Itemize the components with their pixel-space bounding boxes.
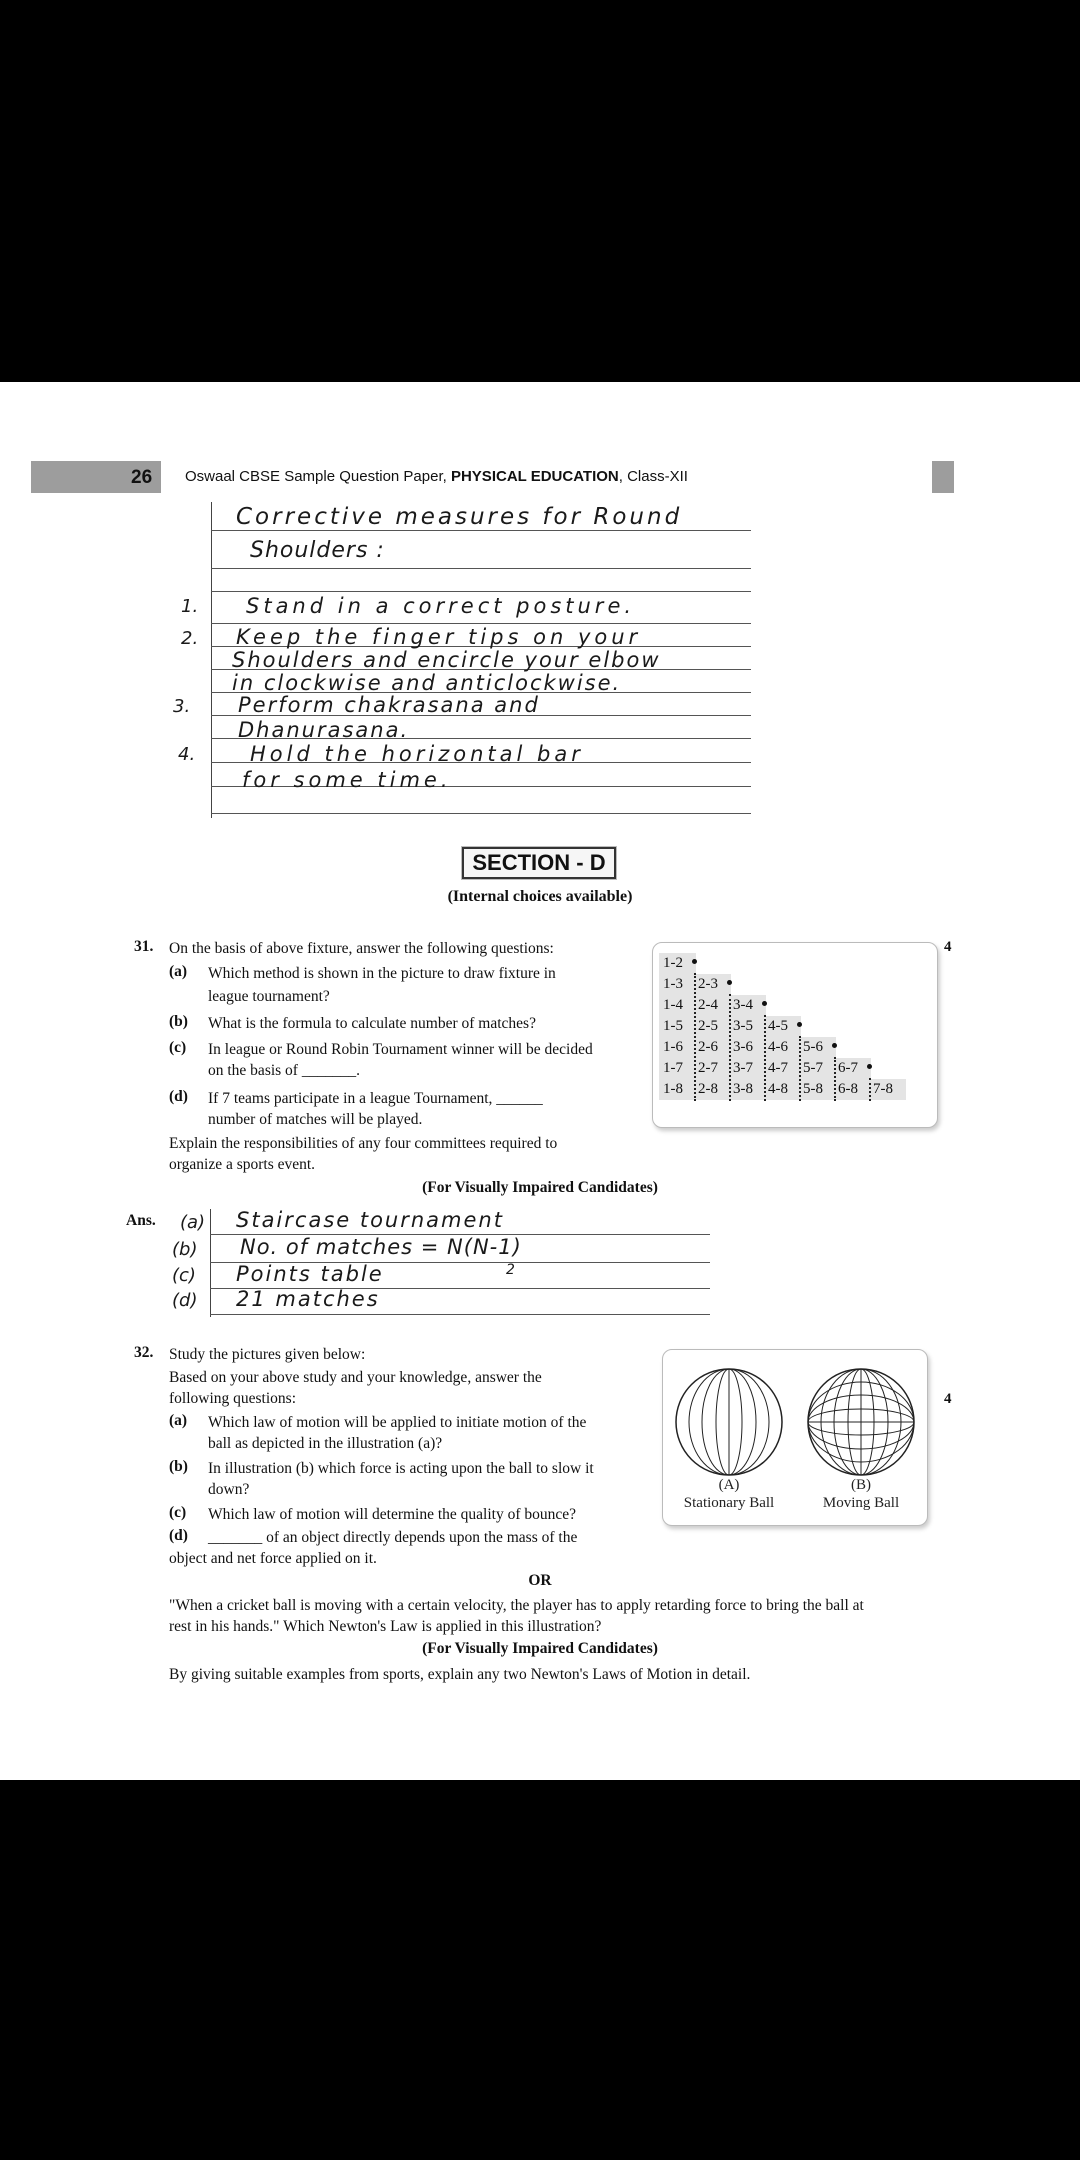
balls-illustration xyxy=(663,1350,927,1525)
fixture-match-cell: 1-8 xyxy=(663,1081,683,1097)
q32-part-label: (a) xyxy=(169,1412,188,1429)
fixture-match-cell: 3-4 xyxy=(733,997,753,1013)
page-number: 26 xyxy=(131,467,153,488)
header-title-subject: PHYSICAL EDUCATION xyxy=(450,468,619,485)
hw-item-line: Perform chakrasana and xyxy=(238,693,540,717)
q32-part-label: (c) xyxy=(169,1504,187,1521)
fixture-match-cell: 4-6 xyxy=(768,1039,788,1055)
q32-or: OR xyxy=(528,1572,552,1589)
q32-part-text: _______ of an object directly depends upon the mass of the xyxy=(208,1529,578,1546)
q31-part-text: number of matches will be played. xyxy=(208,1111,423,1128)
ball-b-caption: Moving Ball xyxy=(822,1495,900,1511)
fixture-column-separator xyxy=(764,1015,766,1101)
fixture-match-cell: 6-7 xyxy=(838,1060,858,1076)
q31-vi-text: organize a sports event. xyxy=(169,1156,316,1173)
fixture-match-cell: 2-5 xyxy=(698,1018,718,1034)
fixture-match-cell: 1-5 xyxy=(663,1018,683,1034)
ball-b-label: (B) xyxy=(851,1477,871,1493)
answer-item-number: (a) xyxy=(180,1212,206,1233)
hw-item-line: for some time. xyxy=(242,768,452,792)
fixture-column-separator xyxy=(834,1057,836,1101)
stationary-ball xyxy=(676,1369,782,1475)
fixture-step-dot xyxy=(727,980,732,985)
q32-intro-text: following questions: xyxy=(169,1390,297,1407)
fixture-match-cell: 1-7 xyxy=(663,1060,683,1076)
hw-item-number: 2. xyxy=(181,628,199,649)
q32-part-text: down? xyxy=(208,1481,250,1498)
fixture-match-cell: 1-4 xyxy=(663,997,683,1013)
header-title xyxy=(185,468,688,485)
balls-figure xyxy=(662,1349,928,1526)
hw-item-number: 1. xyxy=(181,596,199,617)
fixture-match-cell: 3-7 xyxy=(733,1060,753,1076)
q32-part-text: In illustration (b) which force is acting upon the ball to slow it xyxy=(208,1460,594,1477)
hw-item-number: 4. xyxy=(178,744,196,765)
ball-a-caption: Stationary Ball xyxy=(683,1495,775,1511)
q31-part-text: In league or Round Robin Tournament winner will be decided xyxy=(208,1041,593,1058)
hw-item-line: Keep the finger tips on your xyxy=(236,625,642,649)
q31-part-label: (d) xyxy=(169,1088,188,1105)
fixture-step-dot xyxy=(692,959,697,964)
q32-vi-heading: (For Visually Impaired Candidates) xyxy=(422,1640,658,1657)
fixture-match-cell: 5-7 xyxy=(803,1060,823,1076)
q32-vi-text: By giving suitable examples from sports, explain any two Newton's Laws of Motion in detail. xyxy=(169,1666,751,1683)
fixture-match-cell: 3-5 xyxy=(733,1018,753,1034)
q32-number: 32. xyxy=(134,1344,154,1361)
fixture-column-separator xyxy=(869,1078,871,1101)
fixture-figure xyxy=(652,942,938,1128)
fixture-match-cell: 4-7 xyxy=(768,1060,788,1076)
q32-intro: Study the pictures given below: xyxy=(169,1346,366,1363)
hw-item-line: Hold the horizontal bar xyxy=(250,742,584,766)
fixture-match-cell: 4-5 xyxy=(768,1018,788,1034)
q32-marks: 4 xyxy=(944,1391,952,1407)
answer-item-number: (d) xyxy=(172,1290,198,1311)
fixture-match-cell: 1-3 xyxy=(663,976,683,992)
moving-ball xyxy=(808,1369,914,1475)
q31-part-label: (b) xyxy=(169,1013,188,1030)
answer-item-number: (c) xyxy=(172,1265,196,1286)
header-title-prefix: Oswaal CBSE Sample Question Paper, xyxy=(185,468,451,485)
fixture-match-cell: 5-8 xyxy=(803,1081,823,1097)
answer-margin-line xyxy=(210,1209,211,1317)
q32-or-text: "When a cricket ball is moving with a certain velocity, the player has to apply retarding force to bring the ball at xyxy=(169,1597,864,1614)
fixture-match-cell: 2-4 xyxy=(698,997,718,1013)
answer-item-text: No. of matches = N(N-1) xyxy=(240,1235,522,1259)
fixture-step-dot xyxy=(832,1043,837,1048)
answer-item-text: Staircase tournament xyxy=(236,1208,504,1232)
q32-part-d-continued: object and net force applied on it. xyxy=(169,1550,377,1567)
ball-a-label: (A) xyxy=(718,1477,740,1493)
fixture-column-separator xyxy=(729,994,731,1101)
hw-item-line: in clockwise and anticlockwise. xyxy=(232,671,622,695)
q32-part-text: Which law of motion will determine the quality of bounce? xyxy=(208,1506,577,1523)
margin-line xyxy=(211,502,212,818)
answer-item-number: (b) xyxy=(172,1239,198,1260)
q31-intro: On the basis of above fixture, answer the following questions: xyxy=(169,940,554,957)
section-subtitle: (Internal choices available) xyxy=(447,888,633,905)
fixture-column-separator xyxy=(694,973,696,1101)
q31-vi-text: Explain the responsibilities of any four committees required to xyxy=(169,1135,558,1152)
q31-part-text: on the basis of _______. xyxy=(208,1062,360,1079)
q31-part-label: (c) xyxy=(169,1039,187,1056)
q31-marks: 4 xyxy=(944,939,952,955)
fixture-match-cell: 1-6 xyxy=(663,1039,683,1055)
fixture-match-cell: 2-6 xyxy=(698,1039,718,1055)
q32-part-label: (b) xyxy=(169,1458,188,1475)
answer-label: Ans. xyxy=(126,1212,156,1229)
fixture-step-dot xyxy=(797,1022,802,1027)
q32-part-text: Which law of motion will be applied to initiate motion of the xyxy=(208,1414,587,1431)
q31-number: 31. xyxy=(134,938,154,955)
fixture-step-dot xyxy=(762,1001,767,1006)
hw-heading-line1: Corrective measures for Round xyxy=(236,504,683,530)
hw-heading-line2: Shoulders : xyxy=(250,538,385,563)
fixture-match-cell: 2-7 xyxy=(698,1060,718,1076)
q32-or-text: rest in his hands." Which Newton's Law is applied in this illustration? xyxy=(169,1618,602,1635)
fixture-match-cell: 7-8 xyxy=(873,1081,893,1097)
fixture-column-separator xyxy=(799,1036,801,1101)
header-title-suffix: , Class-XII xyxy=(618,468,688,485)
answer-item-text: 21 matches xyxy=(236,1287,380,1311)
fixture-match-cell: 3-6 xyxy=(733,1039,753,1055)
q32-intro-text: Based on your above study and your knowledge, answer the xyxy=(169,1369,542,1386)
section-title: SECTION - D xyxy=(462,847,616,879)
fixture-match-cell: 5-6 xyxy=(803,1039,823,1055)
answer-item-text: Points table xyxy=(236,1262,384,1286)
q31-part-text: league tournament? xyxy=(208,988,330,1005)
q32-part-label: (d) xyxy=(169,1527,188,1544)
fixture-match-cell: 1-2 xyxy=(663,955,683,971)
fixture-match-cell: 3-8 xyxy=(733,1081,753,1097)
q31-part-text: If 7 teams participate in a league Tournament, ______ xyxy=(208,1090,543,1107)
hw-item-number: 3. xyxy=(173,696,191,717)
header-right-tab xyxy=(932,461,954,493)
fixture-match-cell: 2-3 xyxy=(698,976,718,992)
fixture-step-dot xyxy=(867,1064,872,1069)
hw-item-line: Dhanurasana. xyxy=(238,718,410,742)
hw-item-line: Stand in a correct posture. xyxy=(246,594,636,618)
q31-vi-heading: (For Visually Impaired Candidates) xyxy=(422,1179,658,1196)
fixture-match-cell: 2-8 xyxy=(698,1081,718,1097)
answer-fraction-denominator: 2 xyxy=(506,1262,515,1278)
fixture-match-cell: 4-8 xyxy=(768,1081,788,1097)
q31-part-label: (a) xyxy=(169,963,188,980)
q31-part-text: What is the formula to calculate number of matches? xyxy=(208,1015,536,1032)
hw-item-line: Shoulders and encircle your elbow xyxy=(232,648,661,672)
q32-part-text: ball as depicted in the illustration (a)? xyxy=(208,1435,443,1452)
fixture-match-cell: 6-8 xyxy=(838,1081,858,1097)
document-page xyxy=(0,382,1080,1780)
q31-part-text: Which method is shown in the picture to draw fixture in xyxy=(208,965,556,982)
